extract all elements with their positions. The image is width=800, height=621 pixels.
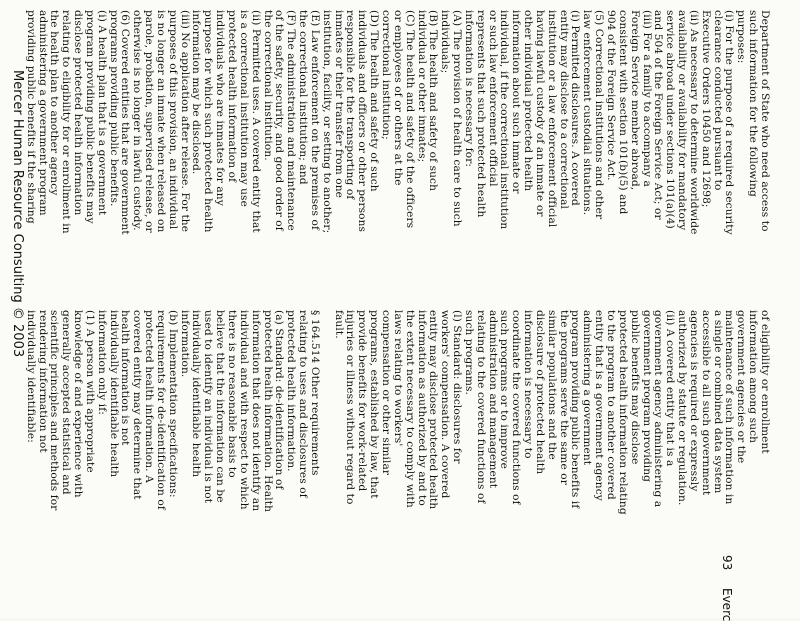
left-column-line: (iii) For a family to accompany a bbox=[640, 10, 653, 187]
left-column-line: (i) A health plan that is a government bbox=[95, 10, 108, 216]
right-column-line: the extent necessary to comply with bbox=[403, 310, 416, 508]
right-column-line: fault. bbox=[332, 310, 345, 339]
page-number-wrapper bbox=[719, 555, 738, 570]
right-column-line: (ii) A covered entity that is a bbox=[664, 310, 677, 467]
right-column-line: entity may disclose protected health bbox=[427, 310, 440, 510]
left-column-line: the correctional institution; and bbox=[297, 10, 310, 185]
left-column-line: information is necessary for: bbox=[462, 10, 475, 168]
rotated-document-body bbox=[24, 10, 771, 610]
left-column-line: administering a government program bbox=[36, 10, 49, 216]
right-column-line: laws relating to workers' bbox=[391, 310, 404, 447]
left-column-line: (D) The health and safety of such bbox=[368, 10, 381, 192]
left-column-line: other individual protected health bbox=[522, 10, 535, 192]
right-column-line: injuries or illness without regard to bbox=[344, 310, 357, 505]
right-column-line: workers' compensation. A covered bbox=[439, 310, 452, 499]
right-column-line: information as authorized by and to bbox=[415, 310, 428, 506]
right-column-line: (l) Standard: disclosures for bbox=[451, 310, 464, 464]
right-column-line: information that does not identify an bbox=[249, 310, 262, 512]
left-column-line: represents that such protected health bbox=[474, 10, 487, 218]
left-column-line: information about such inmate or bbox=[510, 10, 523, 194]
left-column-line: responsible for the transporting of bbox=[344, 10, 357, 200]
left-column-line: having lawful custody of an inmate or bbox=[533, 10, 546, 217]
right-column-line: administration and management bbox=[486, 310, 499, 489]
left-column-line: availability or availability for mandatory bbox=[676, 10, 689, 231]
left-column-line: individuals; bbox=[439, 10, 452, 74]
right-column-line: entity that is a government agency bbox=[593, 310, 606, 501]
left-column-line: (i) For the purpose of a required security bbox=[723, 10, 736, 235]
left-column-line: individuals and officers or other persons bbox=[356, 10, 369, 233]
left-column-line: clearance conducted pursuant to bbox=[711, 10, 724, 191]
right-column-line: requirements for de-identification of bbox=[154, 310, 167, 510]
left-column-line: (E) Law enforcement on the premises of bbox=[308, 10, 321, 231]
right-column-line: (b) Implementation specifications: bbox=[166, 310, 179, 498]
right-column-line: used to identify an individual is not bbox=[202, 310, 215, 504]
right-column-line: provide benefits for work-related bbox=[356, 310, 369, 492]
left-column-line: or employees of or others at the bbox=[391, 10, 404, 186]
left-column-line: 904 of the Foreign Service Act. bbox=[605, 10, 618, 181]
right-column-line: protected health information relating bbox=[616, 310, 629, 515]
left-column-line: parole, probation, supervised release, or bbox=[143, 10, 156, 233]
left-column-line: (iii) No application after release. For the bbox=[178, 10, 191, 233]
page-number: 93 bbox=[720, 555, 734, 571]
right-column-line: information is necessary to bbox=[522, 310, 535, 459]
right-column-line: authorized by statute or regulation. bbox=[676, 310, 689, 506]
right-column-line: of eligibility or enrollment bbox=[759, 310, 771, 454]
running-head-wrapper bbox=[719, 588, 738, 621]
right-column-line: individually identifiable health bbox=[107, 310, 120, 478]
right-column-line: individual and with respect to which bbox=[237, 310, 250, 510]
left-column-line: purposes of this provision, an individual bbox=[166, 10, 179, 230]
right-column-line: the programs serve the same or bbox=[557, 310, 570, 485]
right-column-line: relating to the covered functions of bbox=[474, 310, 487, 504]
right-column-line: information among such bbox=[747, 310, 760, 444]
right-column-line: government program providing bbox=[640, 310, 653, 483]
right-column-line: information only if: bbox=[95, 310, 108, 415]
left-column-line: correctional institution; bbox=[380, 10, 392, 140]
right-column-line: administering a government bbox=[581, 310, 594, 466]
right-column-line: protected health information. bbox=[285, 310, 298, 472]
left-column-line: (ii) As necessary to determine worldwide bbox=[687, 10, 700, 235]
left-column-line: the health plan to another agency bbox=[48, 10, 61, 196]
left-column-line: (B) The health and safety of such bbox=[427, 10, 440, 192]
left-column-line: is a correctional institution may use bbox=[237, 10, 250, 207]
left-column-line: otherwise is no longer in lawful custody. bbox=[131, 10, 144, 231]
right-text-column bbox=[24, 310, 770, 610]
right-column-line: maintenance of such information in bbox=[723, 310, 736, 505]
left-column-line: relating to eligibility for or enrollment in bbox=[60, 10, 73, 234]
right-column-line: disclosure of protected health bbox=[533, 310, 546, 475]
left-column-line: purpose for which such protected health bbox=[202, 10, 215, 233]
right-column-line: to the program to another covered bbox=[605, 310, 618, 500]
right-column-line: individually identifiable health bbox=[190, 310, 203, 478]
left-column-line: or such law enforcement official bbox=[486, 10, 499, 187]
right-column-line: agencies is required or expressly bbox=[687, 310, 700, 492]
right-column-line: there is no reasonable basis to bbox=[226, 310, 239, 478]
left-text-column bbox=[24, 10, 770, 310]
running-head: Everc bbox=[720, 588, 734, 621]
left-column-line: individuals who are inmates for any bbox=[214, 10, 227, 206]
right-column-line: § 164.514 Other requirements bbox=[308, 310, 321, 476]
right-column-line: government agencies or the bbox=[735, 310, 748, 464]
right-column-line: protected health information. A bbox=[143, 310, 156, 483]
left-column-line: (F) The administration and maintenance bbox=[285, 10, 298, 231]
left-column-line: individual or other inmates; bbox=[415, 10, 428, 163]
right-column-line: generally accepted statistical and bbox=[60, 310, 73, 495]
left-column-line: program providing public benefits may bbox=[83, 10, 96, 224]
left-column-line: information may be disclosed. bbox=[190, 10, 203, 175]
left-column-line: Foreign Service member abroad, bbox=[628, 10, 641, 191]
right-column-line: covered entity may determine that bbox=[131, 310, 144, 500]
right-column-line: scientific principles and methods for bbox=[48, 310, 61, 511]
left-column-line: institution, facility, or setting to another; bbox=[320, 10, 333, 234]
right-column-line: public benefits may disclose bbox=[628, 310, 641, 465]
left-column-line: the correctional institution. bbox=[261, 10, 274, 161]
right-column-line: believe that the information can be bbox=[214, 310, 227, 503]
left-column-line: (5) Correctional institutions and other bbox=[593, 10, 606, 220]
right-column-line: individually identifiable: bbox=[24, 310, 37, 443]
right-column-line: rendering information not bbox=[36, 310, 49, 453]
left-column-line: protected health information of bbox=[226, 10, 239, 183]
right-column-line: (a) Standard: de-identification of bbox=[273, 310, 286, 490]
left-column-line: individual, if the correctional institution bbox=[498, 10, 511, 230]
left-column-line: Executive Orders 10450 and 12698; bbox=[699, 10, 712, 208]
left-column-line: (6) Covered entities that are government bbox=[119, 10, 132, 235]
left-column-line: providing public benefits if the sharing bbox=[24, 10, 37, 224]
left-column-line: (A) The provision of health care to such bbox=[451, 10, 464, 227]
right-column-line: programs, established by law, that bbox=[368, 310, 381, 499]
left-column-line: of the safety, security, and good order of bbox=[273, 10, 286, 231]
right-column-line: such programs or to improve bbox=[498, 310, 511, 470]
right-column-line: similar populations and the bbox=[545, 310, 558, 460]
right-column-line: knowledge of and experience with bbox=[72, 310, 85, 498]
right-column-line: relating to uses and disclosures of bbox=[297, 310, 310, 498]
left-column-line: consistent with section 101(b)(5) and bbox=[616, 10, 629, 215]
right-column-line: accessible to all such government bbox=[699, 310, 712, 496]
right-column-line: protected health information. Health bbox=[261, 310, 274, 513]
left-column-line: inmates or their transfer from one bbox=[332, 10, 345, 199]
left-column-line: and 504 of the Foreign Service Act; or bbox=[652, 10, 665, 220]
right-column-line: information. bbox=[178, 310, 191, 378]
right-column-line: coordinate the covered functions of bbox=[510, 310, 523, 505]
publisher-footer: Mercer Human Resource Consulting © 2003 bbox=[10, 70, 25, 358]
left-column-line: is no longer an inmate when released on bbox=[154, 10, 167, 233]
left-column-line: service abroad under sections 101(a)(4) bbox=[664, 10, 677, 229]
left-column-line: disclose protected health information bbox=[72, 10, 85, 216]
left-column-line: (C) The health and safety of the officers bbox=[403, 10, 416, 229]
right-column-line: a single or combined data system bbox=[711, 310, 724, 494]
left-column-line: (ii) Permitted uses. A covered entity that bbox=[249, 10, 262, 233]
right-column-line bbox=[320, 310, 332, 610]
right-column-line: government agency administering a bbox=[652, 310, 665, 508]
right-column-line: compensation or other similar bbox=[380, 310, 392, 476]
right-column-line: health information is not bbox=[119, 310, 132, 446]
right-column-line: (1) A person with appropriate bbox=[83, 310, 96, 473]
left-column-line: purposes: bbox=[735, 10, 748, 64]
left-column-line: entity may disclose to a correctional bbox=[557, 10, 570, 210]
right-column-line: such programs. bbox=[462, 310, 475, 396]
left-column-line: programs providing public benefits. bbox=[107, 10, 120, 207]
left-column-line: institution or a law enforcement official bbox=[545, 10, 558, 228]
left-column-line: such information for the following bbox=[747, 10, 760, 197]
right-column-line: program providing public benefits if bbox=[569, 310, 582, 509]
left-column-line: law enforcement custodial situations. bbox=[581, 10, 594, 216]
left-column-line: Department of State who need access to bbox=[759, 10, 771, 232]
left-column-line: (i) Permitted disclosures. A covered bbox=[569, 10, 582, 206]
footer bbox=[5, 70, 25, 490]
